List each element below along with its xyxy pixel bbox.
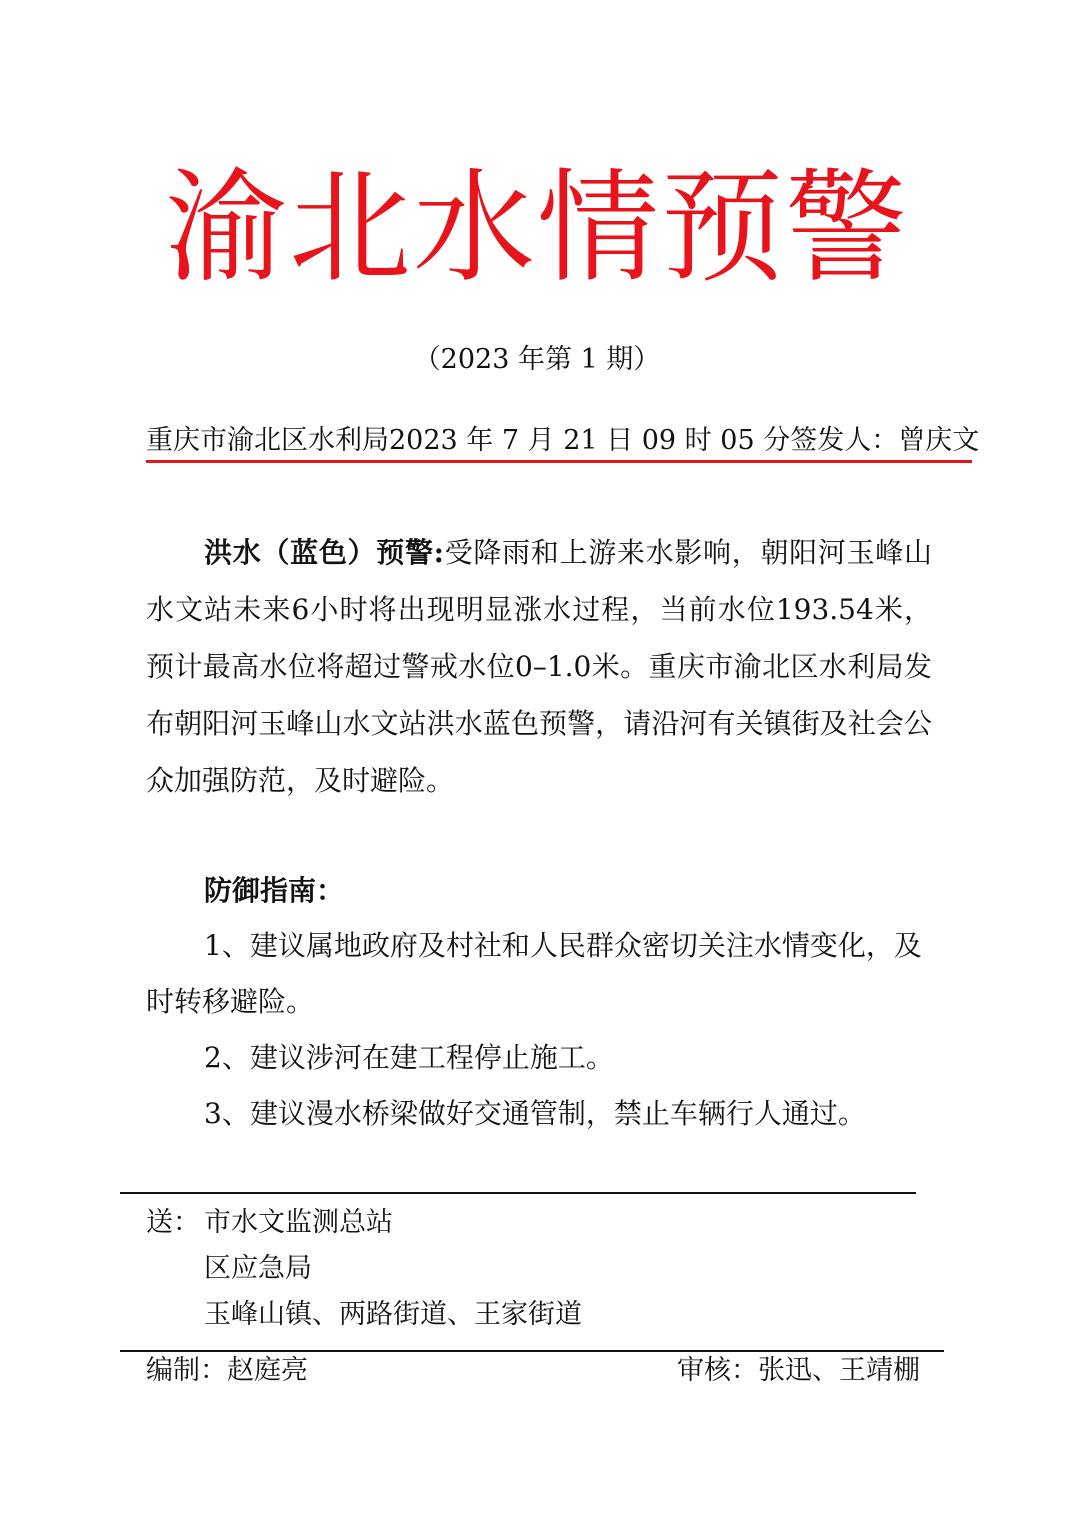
guide-item: 2、建议涉河在建工程停止施工。 — [204, 1041, 614, 1074]
issuer-line — [146, 420, 980, 462]
issuer: 重庆市渝北区水利局 — [146, 425, 389, 456]
header-red-rule — [146, 460, 972, 463]
warning-paragraph — [146, 524, 932, 809]
document-title: 渝北水情预警 — [165, 157, 909, 299]
send-label: 送： — [146, 1207, 200, 1238]
recipient: 区应急局 — [204, 1253, 312, 1284]
guide-item: 1、建议属地政府及村社和人民群众密切关注水情变化，及时转移避险。 — [146, 929, 922, 1018]
warning-label: 洪水（蓝色）预警: — [204, 536, 444, 569]
issue-number: （2023 年第 1 期） — [413, 344, 661, 375]
warning-text: 受降雨和上游来水影响，朝阳河玉峰山水文站未来6小时将出现明显涨水过程，当前水位193.54米，预计最高水位将超过警戒水位0–1.0米。重庆市渝北区水利局发布朝阳河玉峰山水文站洪水蓝色预警，请沿河有关镇街及社会公众加强防范，及时避险。 — [146, 536, 932, 797]
reviewer: 审核：张迅、王靖棚 — [677, 1355, 920, 1386]
compiler: 编制：赵庭亮 — [146, 1355, 308, 1386]
footer-top-rule — [120, 1192, 916, 1194]
recipient: 市水文监测总站 — [204, 1207, 393, 1238]
guide-item: 3、建议漫水桥梁做好交通管制，禁止车辆行人通过。 — [204, 1097, 866, 1130]
signer: 签发人：曾庆文 — [790, 425, 980, 456]
issue-datetime: 2023 年 7 月 21 日 09 时 05 分 — [389, 425, 791, 456]
guide-heading: 防御指南： — [204, 874, 345, 907]
recipient: 玉峰山镇、两路街道、王家街道 — [204, 1299, 582, 1330]
